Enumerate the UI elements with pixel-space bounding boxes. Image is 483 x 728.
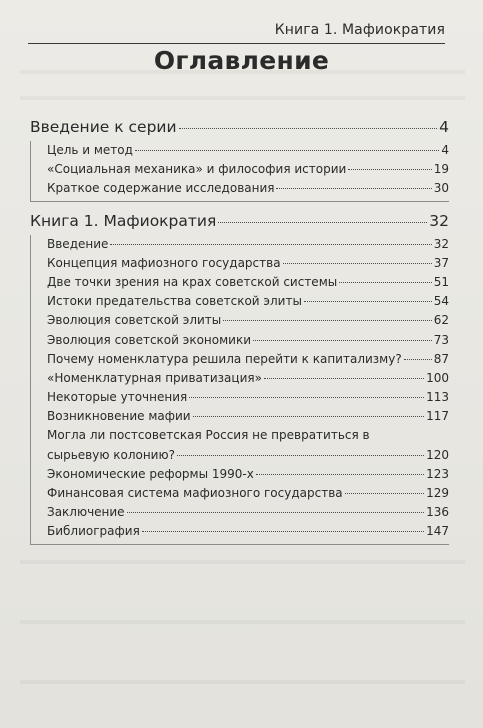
toc-entry[interactable] xyxy=(31,292,449,311)
toc-subsection-group xyxy=(30,141,449,202)
toc-page-number: 113 xyxy=(426,390,449,405)
toc-entry[interactable] xyxy=(31,331,449,350)
toc-entry-title: Финансовая система мафиозного государства xyxy=(47,486,343,501)
toc-entry[interactable] xyxy=(31,484,449,503)
toc-entry-title: Почему номенклатура решила перейти к капитализму? xyxy=(47,351,402,366)
show-through xyxy=(20,96,465,100)
toc-entry-title: Эволюция советской экономики xyxy=(47,332,252,347)
toc-page-number: 73 xyxy=(433,332,449,347)
leader-dots xyxy=(179,128,438,129)
leader-dots xyxy=(193,416,424,417)
toc-entry[interactable] xyxy=(31,235,449,254)
leader-dots xyxy=(283,263,432,264)
leader-dots xyxy=(177,455,424,456)
toc-entry-title: Краткое содержание исследования xyxy=(47,181,275,196)
show-through xyxy=(20,560,465,564)
toc-entry[interactable] xyxy=(31,465,449,484)
toc-entry-title: Эволюция советской элиты xyxy=(47,313,222,328)
toc-entry[interactable] xyxy=(31,311,449,330)
leader-dots xyxy=(223,320,431,321)
toc-entry[interactable] xyxy=(31,426,449,464)
toc-page-number: 62 xyxy=(433,313,449,328)
toc-subsection-group xyxy=(30,235,449,545)
toc-entry[interactable] xyxy=(31,350,449,369)
toc-page-number: 37 xyxy=(433,255,449,270)
toc-entry-title: Библиография xyxy=(47,524,140,539)
page-title: Оглавление xyxy=(153,46,330,75)
toc-entry[interactable] xyxy=(31,254,449,273)
running-header-title: Книга 1. Мафиократия xyxy=(274,22,445,38)
toc-page-number: 32 xyxy=(433,236,449,251)
toc-section[interactable] xyxy=(30,208,449,235)
leader-dots xyxy=(135,150,439,151)
toc-entry[interactable] xyxy=(31,503,449,522)
toc-page-number: 4 xyxy=(441,143,449,157)
toc-entry[interactable] xyxy=(31,160,449,179)
leader-dots xyxy=(256,474,424,475)
show-through xyxy=(20,620,465,624)
toc-page-number: 87 xyxy=(433,351,449,366)
toc-entry[interactable] xyxy=(31,273,449,292)
toc-page-number: 147 xyxy=(426,524,449,539)
toc-entry-title: Экономические реформы 1990-х xyxy=(47,466,254,481)
leader-dots xyxy=(110,244,431,245)
toc-entry-title: Концепция мафиозного государства xyxy=(47,255,281,270)
toc-entry-title: Две точки зрения на крах советской системы xyxy=(47,274,338,289)
toc-entry[interactable] xyxy=(31,179,449,198)
toc-entry-title-continued: сырьевую колонию? xyxy=(47,447,175,462)
leader-dots xyxy=(339,282,432,283)
toc-page-number: 32 xyxy=(429,211,449,230)
toc-entry[interactable] xyxy=(31,522,449,541)
leader-dots xyxy=(127,512,425,513)
table-of-contents xyxy=(30,114,449,551)
toc-entry-title: Истоки предательства советской элиты xyxy=(47,294,302,309)
leader-dots xyxy=(404,359,432,360)
leader-dots xyxy=(304,301,432,302)
toc-entry-title: Могла ли постсоветская Россия не превратиться в xyxy=(47,428,370,443)
toc-page-number: 30 xyxy=(433,181,449,196)
toc-entry-title: Возникновение мафии xyxy=(47,409,191,424)
show-through xyxy=(20,680,465,684)
toc-page-number: 4 xyxy=(439,118,449,136)
toc-page-number: 19 xyxy=(433,162,449,177)
toc-section-title: Введение к серии xyxy=(30,118,177,136)
leader-dots xyxy=(348,169,431,170)
toc-entry-title: Некоторые уточнения xyxy=(47,390,188,405)
toc-page-number: 100 xyxy=(426,370,449,385)
toc-page-number: 136 xyxy=(426,505,449,520)
toc-entry-title: Заключение xyxy=(47,505,125,520)
toc-page-number: 117 xyxy=(426,409,449,424)
toc-entry-title: Цель и метод xyxy=(47,143,133,157)
leader-dots xyxy=(345,493,424,494)
running-header xyxy=(28,22,445,44)
leader-dots xyxy=(189,397,424,398)
toc-entry[interactable] xyxy=(31,407,449,426)
leader-dots xyxy=(218,222,427,223)
toc-entry[interactable] xyxy=(31,369,449,388)
toc-entry-title: «Социальная механика» и философия истории xyxy=(47,162,347,177)
toc-page-number: 51 xyxy=(433,274,449,289)
toc-entry-title: «Номенклатурная приватизация» xyxy=(47,370,262,385)
toc-page-number: 120 xyxy=(426,447,449,462)
leader-dots xyxy=(264,378,424,379)
leader-dots xyxy=(253,340,432,341)
toc-page-number: 54 xyxy=(433,294,449,309)
toc-section-title: Книга 1. Мафиократия xyxy=(30,211,217,230)
toc-entry[interactable] xyxy=(31,141,449,160)
leader-dots xyxy=(142,531,424,532)
toc-page-number: 123 xyxy=(426,466,449,481)
toc-entry-title: Введение xyxy=(47,236,109,251)
leader-dots xyxy=(276,188,431,189)
toc-page-number: 129 xyxy=(426,486,449,501)
toc-section[interactable] xyxy=(30,114,449,141)
toc-entry[interactable] xyxy=(31,388,449,407)
